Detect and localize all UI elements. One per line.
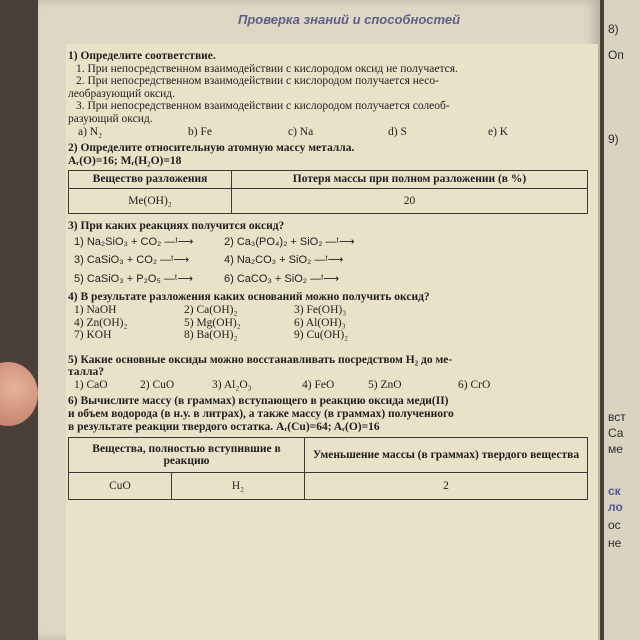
table-cell: 20 [232, 188, 588, 213]
page-fragment: ск [608, 484, 621, 498]
table-cell: CuO [69, 473, 172, 500]
option: 3) Al₂O₃ [212, 378, 252, 391]
question-3 [68, 220, 588, 285]
page-fragment: 8) [608, 22, 619, 36]
question-1-line: разующий оксид. [68, 112, 153, 125]
question-6-title: 6) Вычислите массу (в граммах) вступающего в реакцию оксида меди(II) [68, 395, 449, 408]
option: 3) Fe(OH)₃ [294, 303, 347, 316]
page-fragment: Са [608, 426, 624, 440]
option: c) Na [288, 125, 314, 138]
option: 1) CaO [74, 378, 108, 391]
table-cell: H₂ [172, 473, 305, 500]
options-row [68, 317, 588, 330]
question-1-line: 3. При непосредственном взаимодействии с кислородом получается солеоб- [76, 100, 450, 113]
question-6 [68, 395, 588, 500]
question-1-options [68, 126, 588, 139]
question-5-title: талла? [68, 366, 105, 379]
question-1-line: леобразующий оксид. [68, 87, 176, 100]
option: 6) CrO [458, 378, 491, 391]
question-5 [68, 354, 588, 392]
option: 5) Mg(OH)₂ [184, 316, 241, 329]
reaction: 5) CaSiO₃ + P₂O₅ —ᵗ⟶ [74, 272, 194, 285]
option: а) N₂ [78, 125, 103, 138]
table-cell: 2 [305, 473, 588, 500]
question-2 [68, 142, 588, 214]
table-header: Потеря массы при полном разложении (в %) [232, 171, 588, 189]
option: d) S [388, 125, 407, 138]
options-row [68, 379, 588, 392]
question-1 [68, 50, 588, 138]
option: 9) Cu(OH)₂ [294, 329, 349, 342]
question-6-title: в результате реакции твердого остатка. Aᵣ(Cu)=64; Aᵣ(O)=16 [68, 420, 380, 433]
question-2-given: Aᵣ(O)=16; Mᵣ(H₂O)=18 [68, 154, 182, 167]
option: 5) ZnO [368, 378, 402, 391]
question-5-title: 5) Какие основные оксиды можно восстанавливать посредством H₂ до ме- [68, 353, 453, 366]
option: b) Fe [188, 125, 212, 138]
table-header: Вещества, полностью вступившие в реакцию [69, 438, 305, 473]
reaction-row [68, 254, 588, 267]
option: 4) FeO [302, 378, 335, 391]
question-4 [68, 291, 588, 341]
next-page-edge [604, 0, 640, 640]
question-2-table [68, 170, 588, 214]
option: 8) Ba(OH)₂ [184, 329, 238, 342]
table-header: Вещество разложения [69, 171, 232, 189]
reaction-row [68, 236, 588, 249]
exercise-content [68, 50, 588, 506]
section-header: Проверка знаний и способностей [238, 12, 461, 27]
reaction: 6) CaCO₃ + SiO₂ —ᵗ⟶ [224, 272, 340, 285]
question-1-title: 1) Определите соответствие. [68, 50, 216, 62]
table-header: Уменьшение массы (в граммах) твердого вещества [305, 438, 588, 473]
page-fragment: ло [608, 500, 623, 514]
option: 2) Ca(OH)₂ [184, 303, 238, 316]
option: 7) KOH [74, 329, 112, 342]
options-row [68, 329, 588, 342]
question-4-title: 4) В результате разложения каких оснований можно получить оксид? [68, 291, 430, 304]
question-2-title: 2) Определите относительную атомную массу металла. [68, 142, 355, 155]
finger [0, 362, 38, 426]
option: 1) NaOH [74, 303, 117, 316]
reaction: 1) Na₂SiO₃ + CO₂ —ᵗ⟶ [74, 235, 194, 248]
question-1-line: 2. При непосредственном взаимодействии с кислородом получается несо- [76, 75, 439, 88]
reaction: 3) CaSiO₃ + CO₂ —ᵗ⟶ [74, 254, 190, 267]
question-6-title: и объем водорода (в н.у. в литрах), а также массу (в граммах) полученного [68, 408, 454, 421]
option: 2) CuO [140, 378, 175, 391]
options-row [68, 304, 588, 317]
table-cell: Me(OH)₂ [69, 188, 232, 213]
reaction: 4) Na₂CO₃ + SiO₂ —ᵗ⟶ [224, 254, 344, 267]
page-fragment: ме [608, 442, 623, 456]
page-fragment: не [608, 536, 622, 550]
option: e) K [488, 125, 509, 138]
page-fragment: вст [608, 410, 626, 424]
question-6-table [68, 437, 588, 500]
page-fragment: ос [608, 518, 621, 532]
textbook-page [38, 0, 600, 640]
question-1-line: 1. При непосредственном взаимодействии с кислородом оксид не получается. [76, 62, 458, 75]
page-fragment: 9) [608, 132, 619, 146]
reaction-row [68, 273, 588, 286]
reaction: 2) Ca₃(PO₄)₂ + SiO₂ —ᵗ⟶ [224, 235, 355, 248]
option: 4) Zn(OH)₂ [74, 316, 128, 329]
question-3-title: 3) При каких реакциях получится оксид? [68, 219, 285, 232]
option: 6) Al(OH)₃ [294, 316, 346, 329]
page-fragment: Оп [608, 48, 624, 62]
